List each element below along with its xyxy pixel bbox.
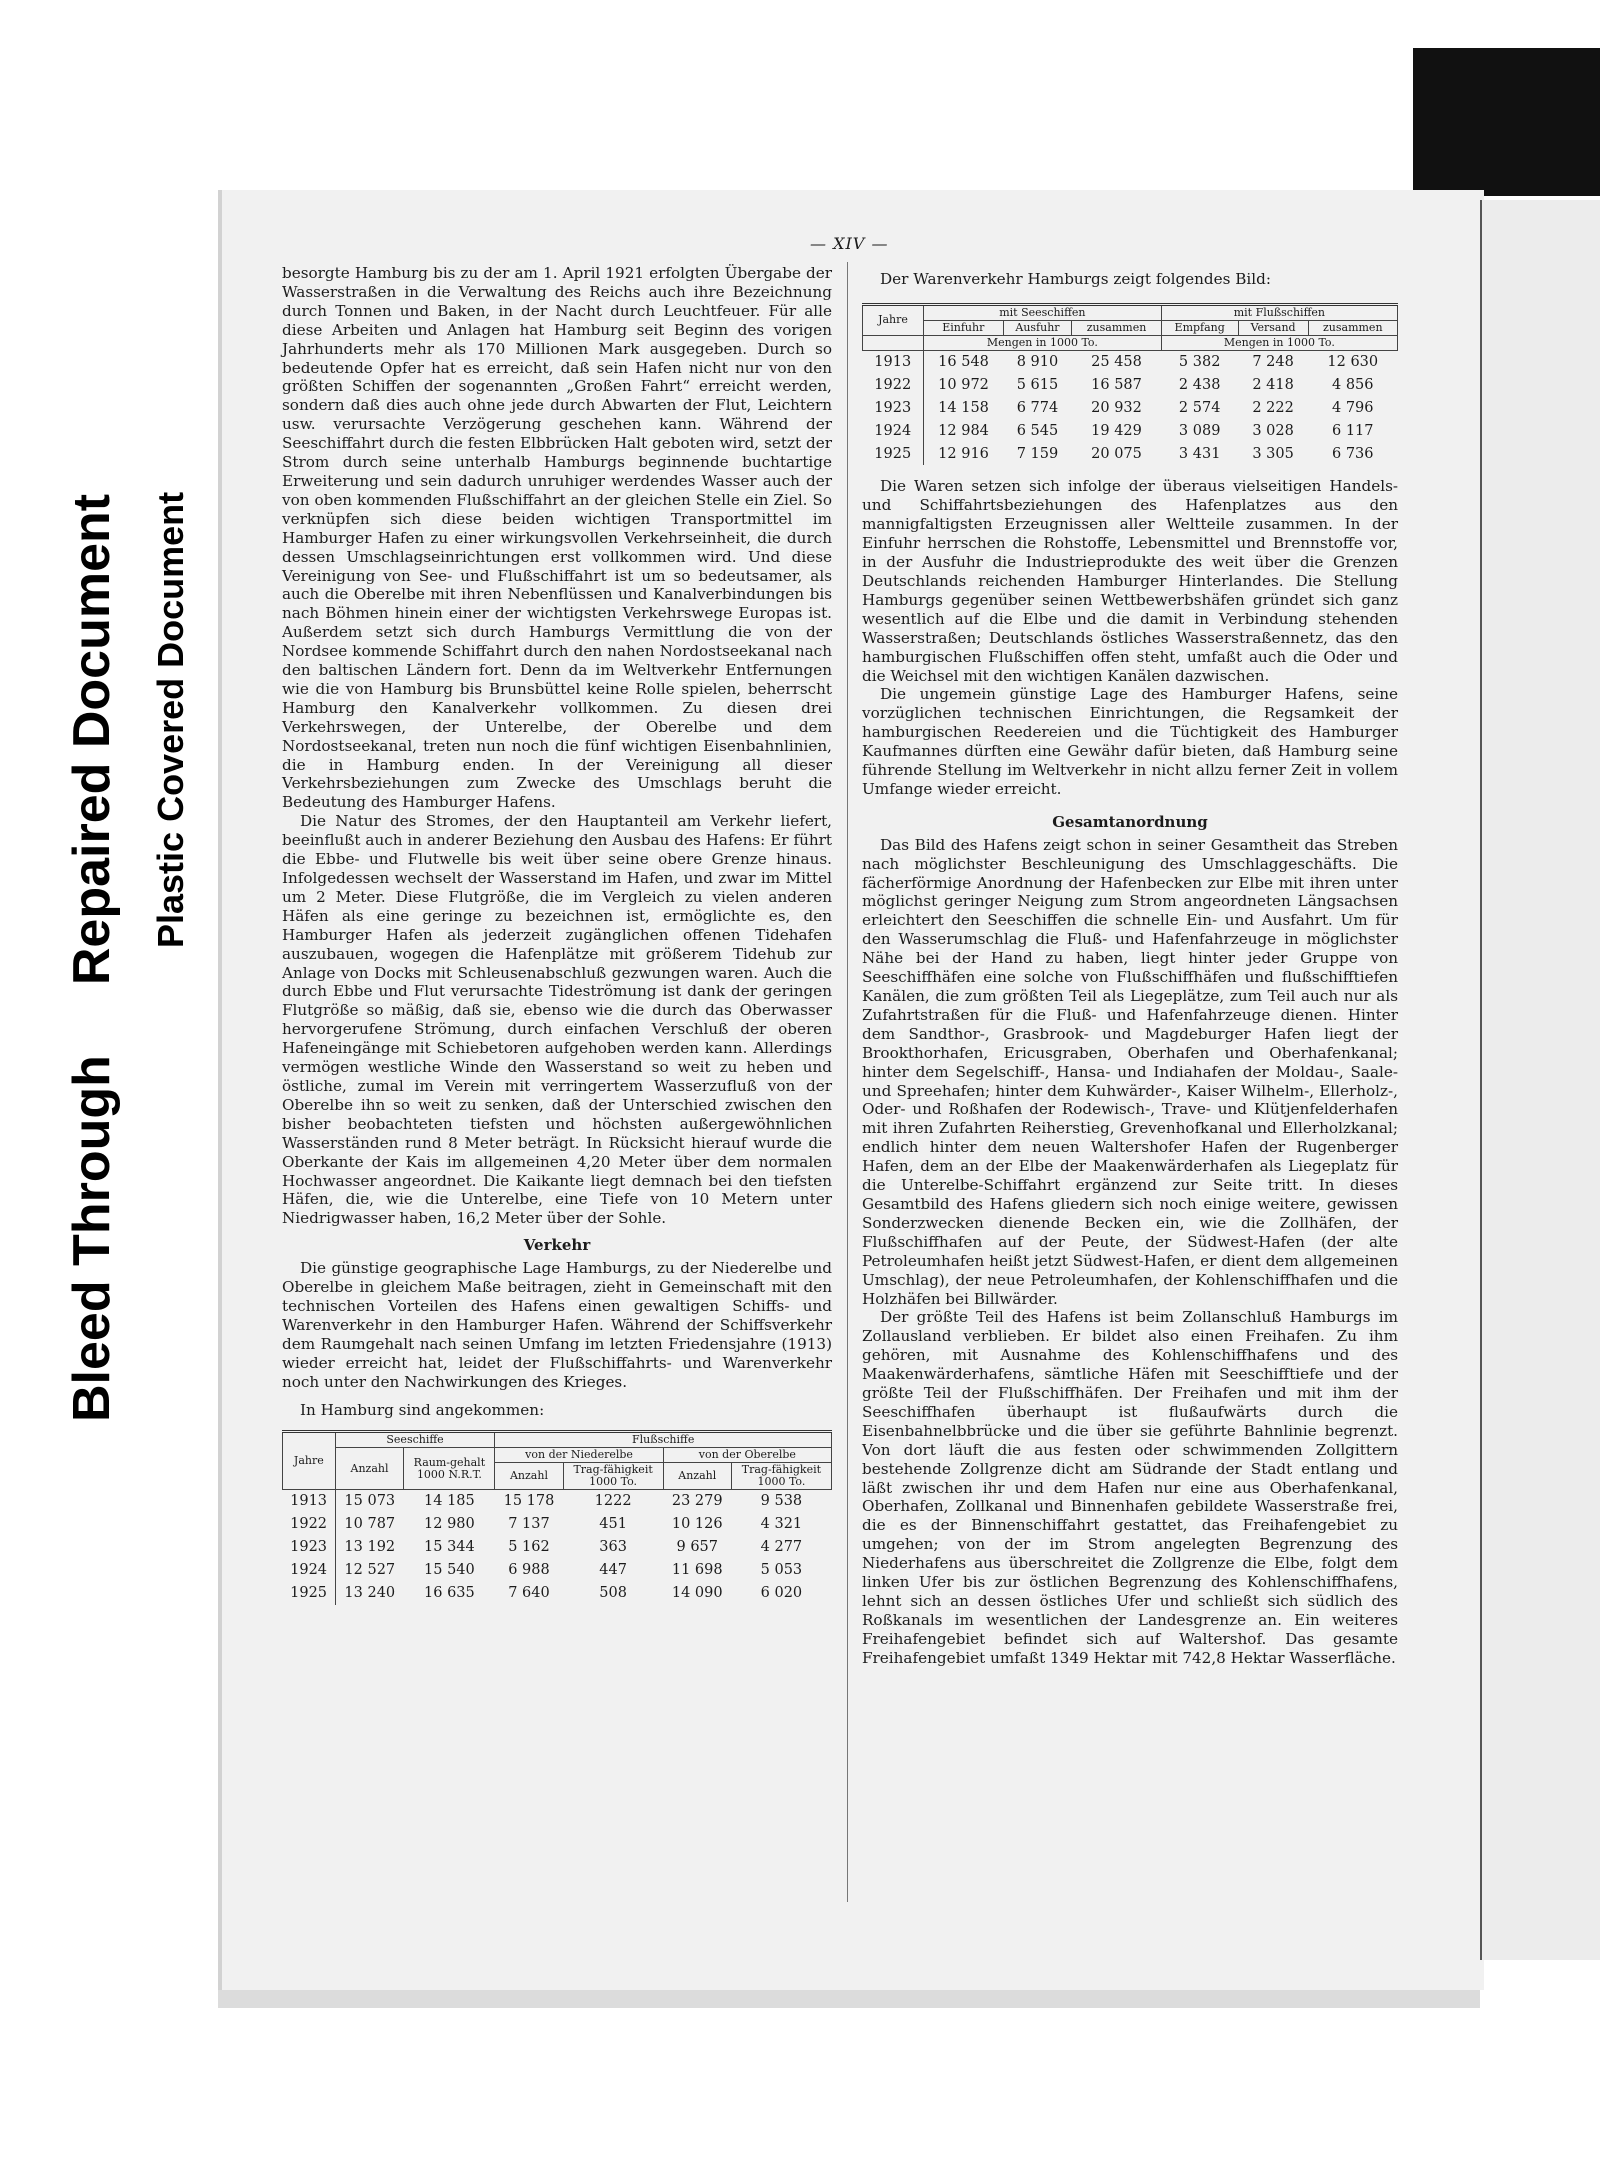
paragraph: besorgte Hamburg bis zu der am 1. April 1921 erfolgten Übergabe der Wasserstraßen in die Verwaltung des Reichs auch ihre Bezeichnung durch Tonnen und Baken, in der Nacht durch Leuchtfeuer. Für alle diese Arbeiten und Anlagen hat Hamburg seit Beginn des vorigen Jahrhunderts mehr als 170 Millionen Mark ausgegeben. Durch so bedeutende Opfer hat es erreicht, daß sein Hafen nicht nur von den größten Schiffen der sogenannten „Großen Fahrt“ erreicht werden, sondern daß dies auch ohne jede durch Abwarten der Flut, Leichtern usw. verursachte Verzögerung geschehen kann. Während der Seeschiffahrt durch die festen Elbbrücken Halt geboten wird, setzt der Strom durch seine unterhalb Hamburgs beginnende buchtartige Erweiterung und sein dadurch unruhiger werdendes Wasser auch der von oben kommenden Flußschiffahrt an der gleichen Stelle ein Ziel. So verknüpfen sich diese beiden wichtigen Transportmittel im Hamburger Hafen zu einer wirkungsvollen Verkehrseinheit, die durch dessen Umschlagseinrichtungen erst vollkommen wird. Und diese Vereinigung von See- und Flußschiffahrt ist um so bedeutsamer, als auch die Oberelbe mit ihren Nebenflüssen und Kanalverbindungen bis nach Böhmen hinein einer der wichtigsten Verkehrswege Europas ist. Außerdem setzt sich durch Hamburgs Vermittlung die von der Nordsee kommende Schiffahrt durch den nahen Nordostseekanal nach den baltischen Ländern fort. Denn da im Weltverkehr Entfernungen wie die von Hamburg bis Brunsbüttel keine Rolle spielen, beherrscht Hamburg den Kanalverkehr vollkommen. Zu diesen drei Verkehrswegen, der Unterelbe, der Oberelbe und dem Nordostseekanal, treten nun noch die fünf wichtigen Eisenbahnlinien, die in Hamburg enden. In der Vereinigung all dieser Verkehrsbeziehungen zum Zwecke des Umschlags beruht die Bedeutung des Hamburger Hafens. <box>282 264 832 812</box>
table-cell: 5 162 <box>508 1539 550 1556</box>
col-ausfuhr: Ausfuhr <box>1003 320 1072 335</box>
table-cell: 5 382 <box>1178 353 1221 370</box>
table-row <box>283 1536 832 1559</box>
table-cell: 9 657 <box>676 1539 718 1556</box>
paragraph: Die Natur des Stromes, der den Hauptanteil am Verkehr liefert, beeinflußt auch in anderer Beziehung den Ausbau des Hafens: Er führt die Ebbe- und Flutwelle bis weit über seine obere Grenze hinaus. Infolgedessen wechselt der Wasserstand im Hafen, und zwar im Mittel um 2 Meter. Diese Flutgröße, die im Vergleich zu vielen anderen Häfen als eine geringe zu bezeichnen ist, ermöglichte es, den Hamburger Hafen als jederzeit zugänglichen offenen Tidehafen auszubauen, wogegen die Hafenplätze mit größerem Tidehub zur Anlage von Docks mit Schleusenabschluß gezwungen waren. Auch die durch Ebbe und Flut verursachte Tideströmung ist dank der geringen Flutgröße so mäßig, daß sie, ebenso wie die durch das Oberwasser hervorgerufene Strömung, durch einfachen Verschluß der oberen Hafeneingänge mit Schiebetoren aufgehoben werden kann. Allerdings vermögen westliche Winde den Wasserstand so weit zu heben und östliche, zumal im Verein mit verringertem Wasserzufluß von der Oberelbe ihn so weit zu senken, daß der Unterschied zwischen den bisher beobachteten tiefsten und höchsten außergewöhnlichen Wasserständen rund 8 Meter beträgt. In Rücksicht hierauf wurde die Oberkante der Kais im allgemeinen 4,20 Meter über dem normalen Hochwasser angeordnet. Die Kaikante liegt demnach bei den tiefsten Häfen, die, wie die Unterelbe, eine Tiefe von 10 Metern unter Niedrigwasser haben, 16,2 Meter über der Sohle. <box>282 812 832 1228</box>
table-cell: 3 305 <box>1252 445 1294 462</box>
table-cell: 13 192 <box>344 1539 396 1556</box>
heading-verkehr: Verkehr <box>523 1236 591 1255</box>
table-cell: 14 185 <box>424 1493 475 1510</box>
table-cell: 1923 <box>863 397 924 420</box>
table-cell: 6 020 <box>760 1585 803 1601</box>
table-cell: 20 932 <box>1091 399 1142 416</box>
table-cell: 4 321 <box>760 1516 803 1533</box>
table-cell: 7 248 <box>1252 353 1294 370</box>
table-cell: 2 438 <box>1178 376 1221 393</box>
col-zusammen: zusammen <box>1308 320 1397 335</box>
scan-edge-dark <box>1413 48 1600 196</box>
col-anzahl: Anzahl <box>495 1463 563 1490</box>
unit-label: Mengen in 1000 To. <box>924 335 1162 350</box>
table-cell: 10 126 <box>671 1516 723 1533</box>
table-cell: 3 028 <box>1252 422 1294 439</box>
table-row <box>863 397 1398 420</box>
table-cell: 2 418 <box>1252 376 1294 393</box>
table-cell: 16 548 <box>938 353 989 370</box>
table-cell: 12 980 <box>424 1516 475 1533</box>
table-cell: 11 698 <box>671 1562 723 1579</box>
paragraph: In Hamburg sind angekommen: <box>300 1401 545 1420</box>
column-divider <box>847 262 848 1902</box>
table-row <box>283 1513 832 1536</box>
table-cell: 4 277 <box>760 1539 803 1556</box>
table-cell: 20 075 <box>1091 445 1142 462</box>
label-bleed-repaired: Bleed ThroughRepaired Document <box>63 493 121 1422</box>
label-plastic: Plastic Covered Document <box>150 491 191 948</box>
table-row <box>283 1559 832 1582</box>
table-cell: 1923 <box>283 1536 336 1559</box>
table-cell: 16 587 <box>1091 376 1142 393</box>
col-anzahl: Anzahl <box>335 1448 404 1490</box>
table-cell: 25 458 <box>1091 353 1142 370</box>
table-cell: 5 615 <box>1016 376 1059 393</box>
col-oberelbe: von der Oberelbe <box>663 1448 831 1463</box>
col-tragfaehigkeit: Trag-fähigkeit 1000 To. <box>563 1463 663 1490</box>
table-cell: 1922 <box>283 1513 336 1536</box>
col-tragfaehigkeit: Trag-fähigkeit 1000 To. <box>731 1463 831 1490</box>
left-column <box>282 264 832 1605</box>
col-seeschiffe: Seeschiffe <box>335 1432 495 1448</box>
col-jahre: Jahre <box>283 1432 336 1490</box>
goods-table <box>862 303 1398 466</box>
table-cell: 15 178 <box>503 1493 555 1510</box>
table-cell: 3 431 <box>1178 445 1221 462</box>
paragraph: Der Warenverkehr Hamburgs zeigt folgendes Bild: <box>880 270 1271 288</box>
page-number: — XIV — <box>810 234 889 253</box>
col-empfang: Empfang <box>1161 320 1238 335</box>
table-cell: 9 538 <box>760 1493 803 1510</box>
table-cell: 447 <box>599 1562 627 1579</box>
table-cell: 12 630 <box>1327 353 1379 370</box>
table-cell: 15 344 <box>424 1539 475 1556</box>
paragraph: Die ungemein günstige Lage des Hamburger Hafens, seine vorzüglichen technischen Einrichtungen, die Regsamkeit der hamburgischen Reedereien und die Tüchtigkeit des Hamburger Kaufmannes dürften eine Gewähr dafür bieten, daß Hamburg seine führende Stellung im Weltverkehr in nicht allzu ferner Zeit in vollem Umfange wieder erreicht. <box>862 685 1398 798</box>
table-cell: 5 053 <box>760 1562 803 1579</box>
table-cell: 4 796 <box>1332 399 1374 416</box>
table-cell: 451 <box>599 1516 627 1533</box>
table-cell: 12 916 <box>938 445 989 462</box>
table-cell: 3 089 <box>1178 422 1221 439</box>
table-row <box>283 1490 832 1513</box>
table-cell: 6 988 <box>508 1562 550 1579</box>
col-einfuhr: Einfuhr <box>924 320 1004 335</box>
right-column <box>862 270 1398 1668</box>
col-flussschiffe: Flußschiffe <box>495 1432 832 1448</box>
table-cell: 10 972 <box>938 376 989 393</box>
col-seeschiffen: mit Seeschiffen <box>924 304 1162 320</box>
table-cell: 4 856 <box>1332 376 1374 393</box>
table-cell: 1925 <box>863 443 924 466</box>
table-cell: 14 158 <box>938 399 989 416</box>
table-cell: 6 736 <box>1332 445 1374 462</box>
table-cell: 6 545 <box>1016 422 1059 439</box>
table-cell: 19 429 <box>1091 422 1142 439</box>
table-cell: 2 222 <box>1252 399 1294 416</box>
table-cell: 1924 <box>863 420 924 443</box>
col-flussschiffen: mit Flußschiffen <box>1161 304 1397 320</box>
table-cell: 7 640 <box>508 1585 550 1601</box>
table-cell: 15 540 <box>424 1562 475 1579</box>
table-cell: 7 159 <box>1016 445 1059 462</box>
table-cell: 1913 <box>863 350 924 373</box>
table-cell: 7 137 <box>508 1516 550 1533</box>
table-cell: 8 910 <box>1016 353 1059 370</box>
col-anzahl: Anzahl <box>663 1463 731 1490</box>
table-cell: 6 774 <box>1016 399 1059 416</box>
table-cell: 1924 <box>283 1559 336 1582</box>
paragraph: Die Waren setzen sich infolge der überaus vielseitigen Handels- und Schiffahrtsbeziehungen des Hafenplatzes aus den mannigfaltigsten Erzeugnissen aller Weltteile zusammen. In der Einfuhr herrschen die Rohstoffe, Lebensmittel und Brennstoffe vor, in der Ausfuhr die Industrieprodukte des weit über die Grenzen Deutschlands reichenden Hamburger Hinterlandes. Die Stellung Hamburgs gegenüber seinen Wettbewerbshäfen gründet sich ganz wesentlich auf die Elbe und die damit in Verbindung stehenden Wasserstraßen; Deutschlands östliches Wasserstraßennetz, das den hamburgischen Flußschiffen offen steht, umfaßt auch die Oder und die Weichsel mit den wichtigen Kanälen dazwischen. <box>862 477 1398 685</box>
table-cell: 15 073 <box>344 1493 396 1510</box>
paragraph: Der größte Teil des Hafens ist beim Zollanschluß Hamburgs im Zollausland verblieben. Er bildet also einen Freihafen. Zu ihm gehören, mit Ausnahme des Kohlenschiffhafens und des Maakenwärderhafens, sämtliche Häfen mit Seeschifftiefe und der größte Teil der Flußschiffhäfen. Der Freihafen und mit ihm der Seeschiffhafen überhaupt ist flußaufwärts durch die Eisenbahnelbbrücke und die über sie geführte Bahnlinie begrenzt. Von dort läuft die aus festen oder schwimmenden Zollgittern bestehende Zollgrenze dicht am Südrande der Stadt entlang und läßt zwischen ihr und dem Hafen nur eine aus Oberhafenkanal, Oberhafen, Zollkanal und Binnenhafen gebildete Wasserstraße frei, die es der Binnenschiffahrt gestattet, das Freihafengebiet zu umgehen; von der im Strom angelegten Begrenzung des Niederhafens aus überschreitet die Zollgrenze die Elbe, folgt dem linken Ufer bis zur östlichen Begrenzung des Kohlenschiffhafens, lehnt sich an dessen östliches Ufer und schließt sich südlich des Roßkanals im wesentlichen der Landesgrenze an. Ein weiteres Freihafengebiet befindet sich auf Waltershof. Das gesamte Freihafengebiet umfaßt 1349 Hektar mit 742,8 Hektar Wasserfläche. <box>862 1308 1398 1667</box>
unit-label: Mengen in 1000 To. <box>1161 335 1397 350</box>
paragraph: Das Bild des Hafens zeigt schon in seiner Gesamtheit das Streben nach möglichster Beschleunigung des Umschlaggeschäfts. Die fächerförmige Anordnung der Hafenbecken zur Elbe mit ihren unter möglichst geringer Neigung zum Strom angeordneten Längsachsen erleichtert den Seeschiffen die schnelle Ein- und Ausfahrt. Um für den Wasserumschlag die Fluß- und Hafenfahrzeuge in möglichster Nähe bei der Hand zu haben, liegt hinter jeder Gruppe von Seeschiffhäfen eine solche von Flußschiffhäfen und flußschifftiefen Kanälen, die zum größten Teil als Liegeplätze, zum Teil auch nur als Zufahrtstraßen für die Fluß- und Hafenfahrzeuge dienen. Hinter dem Sandthor-, Grasbrook- und Magdeburger Hafen liegt der Brookthorhafen, Ericusgraben, Oberhafen und Oberhafenkanal; hinter dem Segelschiff-, Hansa- und Indiahafen der Moldau-, Saale- und Spreehafen; hinter dem Kuhwärder-, Kaiser Wilhelm-, Ellerholz-, Oder- und Roßhafen der Rodewisch-, Trave- und Klütjenfelderhafen mit ihren Zufahrten Reiherstieg, Grevenhofkanal und Ellerholzkanal; endlich hinter dem neuen Waltershofer Hafen der Rugenberger Hafen, dem an der Elbe der Maakenwärderhafen als Liegeplatz für die Unterelbe-Schiffahrt ergänzend zur Seite tritt. In dieses Gesamtbild des Hafens gliedern sich noch einige weitere, gewissen Sonderzwecken dienende Becken ein, wie die Zollhäfen, der Flußschiffhafen auf der Peute, der Südwest-Hafen (der alte Petroleumhafen heißt jetzt Südwest-Hafen, er dient dem allgemeinen Umschlag), der neue Petroleumhafen, der Kohlenschiffhafen und die Holzhäfen bei Billwärder. <box>862 835 1398 1308</box>
table-cell: 14 090 <box>671 1585 723 1601</box>
table-cell: 1222 <box>594 1493 632 1510</box>
table-cell: 12 984 <box>938 422 989 439</box>
table-cell: 10 787 <box>344 1516 396 1533</box>
table-cell: 12 527 <box>344 1562 396 1579</box>
table-row <box>863 350 1398 373</box>
table-row <box>863 374 1398 397</box>
table-cell: 16 635 <box>424 1585 475 1601</box>
table-cell: 13 240 <box>344 1585 396 1601</box>
col-niederelbe: von der Niederelbe <box>495 1448 663 1463</box>
table-cell: 1925 <box>283 1582 336 1605</box>
table-cell: 1913 <box>283 1490 336 1513</box>
table-row <box>863 443 1398 466</box>
table-cell: 6 117 <box>1332 422 1374 439</box>
table-cell: 1922 <box>863 374 924 397</box>
table-row <box>863 420 1398 443</box>
arrivals-table <box>282 1430 832 1605</box>
table-cell: 23 279 <box>671 1493 723 1510</box>
paragraph: Die günstige geographische Lage Hamburgs, zu der Niederelbe und Oberelbe in gleichem Maße beitragen, zieht in Gemeinschaft mit den technischen Vorteilen des Hafens einen gewaltigen Schiffs- und Warenverkehr in den Hamburger Hafen. Während der Schiffsverkehr dem Raumgehalt nach seinen Umfang im letzten Friedensjahre (1913) wieder erreicht hat, leidet der Flußschiffahrts- und Warenverkehr noch unter den Nachwirkungen des Krieges. <box>282 1259 832 1391</box>
table-row <box>283 1582 832 1605</box>
col-zusammen: zusammen <box>1072 320 1161 335</box>
col-jahre: Jahre <box>863 304 924 335</box>
next-page-edge <box>1480 200 1600 1960</box>
page-shadow <box>218 1990 1480 2008</box>
table-cell: 2 574 <box>1178 399 1221 416</box>
table-cell: 363 <box>599 1539 627 1556</box>
table-cell: 508 <box>599 1585 627 1601</box>
heading-gesamtanordnung: Gesamtanordnung <box>1052 812 1208 831</box>
col-raumgehalt: Raum-gehalt 1000 N.R.T. <box>404 1448 495 1490</box>
col-versand: Versand <box>1238 320 1308 335</box>
